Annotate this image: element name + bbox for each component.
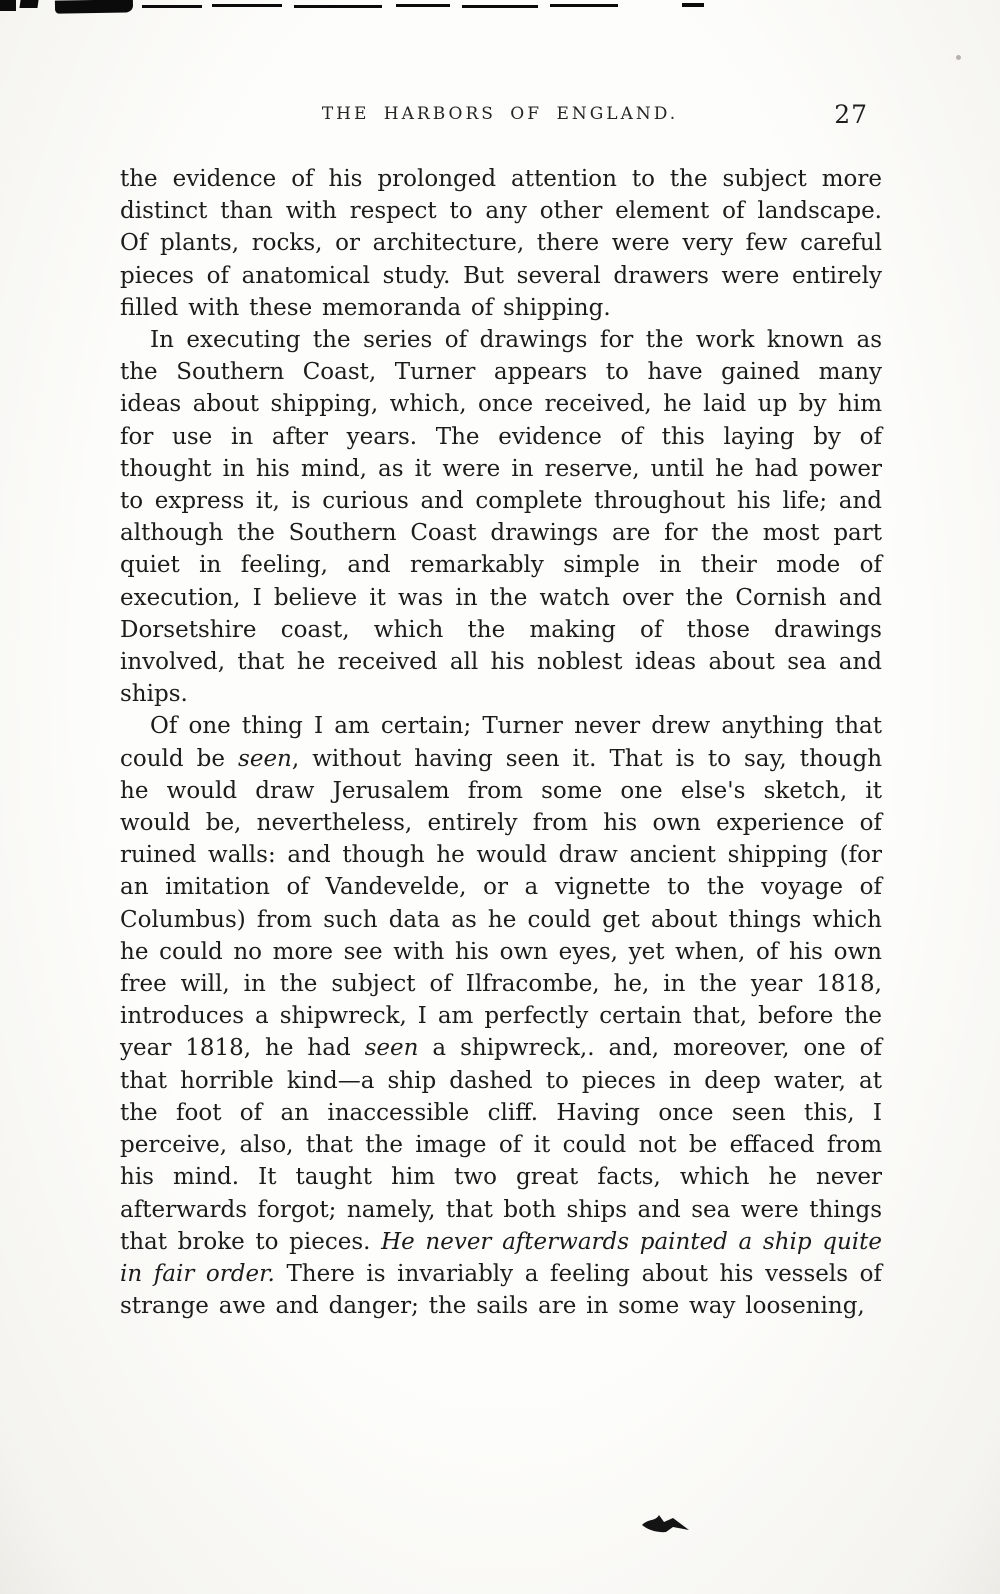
scan-artifact-top-dash (396, 4, 450, 7)
scan-artifact-top-dash (550, 4, 618, 7)
text-run: In executing the series of drawings for the work known as the Southern Coast, Turner appears to have gained many ideas about shipping, which, once received, he laid up by him for use in after years. The evidence of this laying by of thought in his mind, as it were in reserve, until he had power to express it, is curious and complete throughout his life; and although the Southern Coast drawings are for the most part quiet in feeling, and remarkably simple in their mode of execution, I believe it was in the watch over the Cornish and Dorsetshire coast, which the making of those drawings involved, that he received all his noblest ideas about sea and ships. (120, 327, 882, 708)
italic-text-run: seen (364, 1035, 419, 1062)
scan-artifact-top-dash (682, 3, 704, 7)
text-run: the evidence of his prolonged attention to the subject more distinct than with respect to any other element of landscape. Of plants, rocks, or architecture, there were very few careful pieces of anatomical study. But several drawers were entirely filled with these memoranda of shipping. (120, 166, 882, 321)
scan-artifact-speck (956, 55, 961, 60)
italic-text-run: He never afterwards painted a ship quite in fair order. (120, 1228, 882, 1287)
scan-artifact-top-dash (294, 5, 382, 8)
paragraph (120, 163, 882, 324)
scan-artifact-top-edge (19, 0, 38, 8)
scan-artifact-top-edge (55, 0, 133, 14)
running-title: THE HARBORS OF ENGLAND. (321, 104, 679, 124)
page-number: 27 (834, 100, 868, 129)
scan-artifact-top-edge (0, 0, 16, 11)
scan-artifact-top-dash (462, 5, 538, 8)
paragraph (120, 324, 882, 710)
scan-artifact-top-dash (212, 4, 282, 7)
text-run: , without having seen it. That is to say, though he would draw Jerusalem from some one else's sketch, it would be, nevertheless, entirely from his own experience of ruined walls: and though he would draw ancient shipping (for an imitation of Vandevelde, or a vignette to the voyage of Columbus) from such data as he could get about things which he could no more see with his own eyes, yet when, of his own free will, in the subject of Ilfracombe, he, in the year 1818, introduces a shipwreck, I am perfectly certain that, before the year 1818, he had (120, 745, 883, 1062)
paragraph (120, 710, 882, 1322)
scan-artifact-ink-blot (640, 1510, 692, 1536)
italic-text-run: seen (238, 745, 292, 772)
text-run: a shipwreck,. and, moreover, one of that horrible kind—a ship dashed to pieces in deep water, at the foot of an inaccessible cliff. Having once seen this, I perceive, also, that the image of it could not be effaced from his mind. It taught him two great facts, which he never afterwards forgot; namely, that both ships and sea were things that broke to pieces. (120, 1035, 882, 1255)
page-header (118, 100, 882, 134)
text-run: There is invariably a feeling about his vessels of strange awe and danger; the sails are in some way loosening, (120, 1260, 882, 1320)
scan-artifact-top-dash (142, 5, 202, 8)
page-body (120, 163, 882, 1322)
text-run: Of one thing I am certain; Turner never drew anything that could be (120, 713, 882, 772)
